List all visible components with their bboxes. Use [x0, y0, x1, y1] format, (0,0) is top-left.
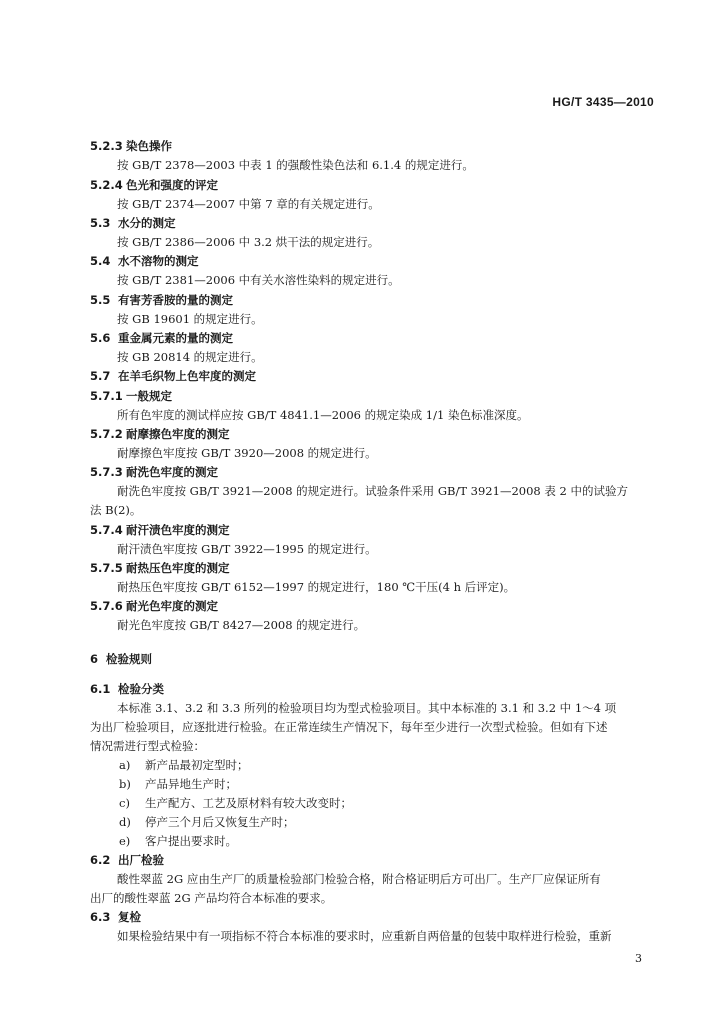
body-5-7-3-line1: 耐洗色牢度按 GB/T 3921—2008 的规定进行。试验条件采用 GB/T 3921—2008 表 2 中的试验方: [117, 484, 628, 498]
heading-5-6: 5.6 重金属元素的量的测定: [90, 331, 233, 345]
heading-5-7-6: 5.7.6 耐光色牢度的测定: [90, 599, 218, 613]
heading-5-7-1: 5.7.1 一般规定: [90, 389, 172, 403]
body-6-2-line2: 出厂的酸性翠蓝 2G 产品均符合本标准的要求。: [90, 891, 333, 905]
standard-code-header: HG/T 3435—2010: [552, 95, 654, 109]
body-5-5: 按 GB 19601 的规定进行。: [117, 312, 263, 326]
page-number: 3: [635, 952, 642, 965]
list-item: c) 生产配方、工艺及原材料有较大改变时；: [119, 796, 352, 810]
heading-5-3: 5.3 水分的测定: [90, 216, 176, 230]
heading-5-7-2: 5.7.2 耐摩擦色牢度的测定: [90, 427, 230, 441]
body-5-2-3: 按 GB/T 2378—2003 中表 1 的强酸性染色法和 6.1.4 的规定进行。: [117, 158, 474, 172]
list-item: a) 新产品最初定型时；: [119, 758, 249, 772]
body-5-2-4: 按 GB/T 2374—2007 中第 7 章的有关规定进行。: [117, 197, 380, 211]
heading-6-3: 6.3 复检: [90, 910, 141, 924]
heading-6-2: 6.2 出厂检验: [90, 853, 164, 867]
body-5-7-5: 耐热压色牢度按 GB/T 6152—1997 的规定进行，180 ℃干压(4 h 后评定)。: [117, 580, 516, 594]
list-item: e) 客户提出要求时。: [119, 834, 237, 848]
body-5-7-6: 耐光色牢度按 GB/T 8427—2008 的规定进行。: [117, 618, 366, 632]
body-6-1-line3: 情况需进行型式检验：: [90, 739, 205, 753]
body-6-2-line1: 酸性翠蓝 2G 应由生产厂的质量检验部门检验合格，附合格证明后方可出厂。生产厂应保证所有: [117, 872, 601, 886]
heading-5-7-3: 5.7.3 耐洗色牢度的测定: [90, 465, 218, 479]
heading-6: 6 检验规则: [90, 652, 152, 666]
body-5-7-2: 耐摩擦色牢度按 GB/T 3920—2008 的规定进行。: [117, 446, 377, 460]
heading-6-1: 6.1 检验分类: [90, 682, 164, 696]
heading-5-2-4: 5.2.4 色光和强度的评定: [90, 178, 218, 192]
list-item: d) 停产三个月后又恢复生产时；: [119, 815, 295, 829]
body-6-1-line1: 本标准 3.1、3.2 和 3.3 所列的检验项目均为型式检验项目。其中本标准的 3.1 和 3.2 中 1～4 项: [117, 701, 617, 715]
heading-5-2-3: 5.2.3 染色操作: [90, 139, 172, 153]
body-5-7-4: 耐汗渍色牢度按 GB/T 3922—1995 的规定进行。: [117, 542, 377, 556]
body-5-7-3-line2: 法 B(2)。: [90, 503, 142, 517]
body-5-7-1: 所有色牢度的测试样应按 GB/T 4841.1—2006 的规定染成 1/1 染色标准深度。: [117, 408, 529, 422]
body-6-1-line2: 为出厂检验项目，应逐批进行检验。在正常连续生产情况下，每年至少进行一次型式检验。但如有下述: [90, 720, 608, 734]
body-5-3: 按 GB/T 2386—2006 中 3.2 烘干法的规定进行。: [117, 235, 380, 249]
body-5-4: 按 GB/T 2381—2006 中有关水溶性染料的规定进行。: [117, 273, 400, 287]
body-5-6: 按 GB 20814 的规定进行。: [117, 350, 263, 364]
list-item: b) 产品异地生产时；: [119, 777, 237, 791]
heading-5-4: 5.4 水不溶物的测定: [90, 254, 199, 268]
heading-5-7-4: 5.7.4 耐汗渍色牢度的测定: [90, 523, 230, 537]
heading-5-7-5: 5.7.5 耐热压色牢度的测定: [90, 561, 230, 575]
body-6-3-line1: 如果检验结果中有一项指标不符合本标准的要求时，应重新自两倍量的包装中取样进行检验，重新: [117, 929, 612, 943]
heading-5-7: 5.7 在羊毛织物上色牢度的测定: [90, 369, 256, 383]
heading-5-5: 5.5 有害芳香胺的量的测定: [90, 293, 233, 307]
